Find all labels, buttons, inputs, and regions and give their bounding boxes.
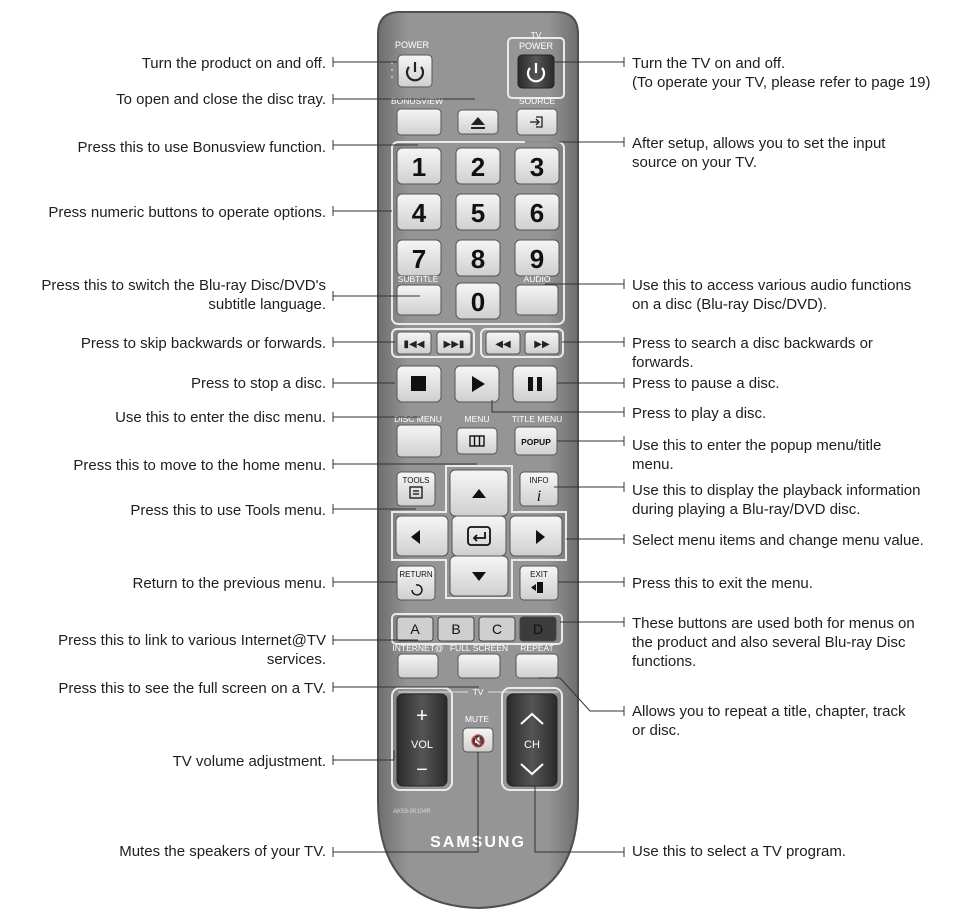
right-callout-9-line-1: Select menu items and change menu value. xyxy=(632,532,924,549)
search-forward-icon: ▶▶ xyxy=(534,339,550,350)
return-label: RETURN xyxy=(399,570,433,579)
ch-label: CH xyxy=(524,739,540,751)
color-key-c-label: C xyxy=(491,621,503,637)
source-label: SOURCE xyxy=(518,96,556,106)
right-callout-7-line-2: menu. xyxy=(632,456,674,473)
disc-menu-label: DISC MENU xyxy=(394,414,442,424)
left-callout-12-line-2: services. xyxy=(266,651,326,668)
title-menu-label: TITLE MENU xyxy=(511,414,563,424)
repeat-button[interactable] xyxy=(516,654,558,678)
right-callout-2-line-2: source on your TV. xyxy=(632,154,758,171)
enter-button[interactable] xyxy=(452,516,506,556)
right-callout-11-line-1: These buttons are used both for menus on xyxy=(632,615,915,632)
right-callout-4-line-1: Press to search a disc backwards or xyxy=(632,335,873,352)
stop-icon xyxy=(411,376,426,391)
tv-group-label: TV xyxy=(472,687,484,697)
pause-button[interactable] xyxy=(513,366,557,402)
number-3-label: 3 xyxy=(529,152,545,182)
disc-menu-button[interactable] xyxy=(397,425,441,457)
mute-label: MUTE xyxy=(464,714,490,724)
number-7-label: 7 xyxy=(411,244,427,274)
left-callout-2-line-1: To open and close the disc tray. xyxy=(116,91,326,108)
left-callout-3-line-1: Press this to use Bonusview function. xyxy=(77,139,326,156)
left-callout-15-line-1: Mutes the speakers of your TV. xyxy=(119,843,326,860)
color-key-d-label: D xyxy=(532,621,544,637)
number-2-label: 2 xyxy=(470,152,486,182)
right-callout-4-line-2: forwards. xyxy=(632,354,694,371)
right-callout-8-line-1: Use this to display the playback information xyxy=(632,482,921,499)
right-callout-3-line-1: Use this to access various audio functions xyxy=(632,277,912,294)
popup-label: POPUP xyxy=(521,437,551,447)
internet-button[interactable] xyxy=(398,654,438,678)
right-callout-2-line-1: After setup, allows you to set the input xyxy=(632,135,886,152)
left-callout-1-line-1: Turn the product on and off. xyxy=(141,55,326,72)
right-callout-10-line-1: Press this to exit the menu. xyxy=(632,575,813,592)
left-callout-13-line-1: Press this to see the full screen on a TV. xyxy=(58,680,326,697)
tv-power-label: POWER xyxy=(518,41,554,51)
skip-forward-icon: ▶▶▮ xyxy=(443,339,465,350)
right-callout-12-line-1: Allows you to repeat a title, chapter, track xyxy=(632,703,906,720)
color-key-a-label: A xyxy=(410,621,420,637)
repeat-label: REPEAT xyxy=(520,643,554,653)
bonusview-label: BONUSVIEW xyxy=(391,96,443,106)
right-callout-13-line-1: Use this to select a TV program. xyxy=(632,843,846,860)
number-4-label: 4 xyxy=(411,198,427,228)
right-callout-6-line-1: Press to play a disc. xyxy=(632,405,767,422)
left-callout-5-line-1: Press this to switch the Blu-ray Disc/DVD's xyxy=(41,277,326,294)
audio-button[interactable] xyxy=(516,285,558,315)
info-icon: i xyxy=(536,488,542,505)
right-callout-8-line-2: during playing a Blu-ray/DVD disc. xyxy=(632,501,861,518)
left-callout-11-line-1: Return to the previous menu. xyxy=(132,575,326,592)
audio-label: AUDIO xyxy=(523,274,551,284)
search-back-icon: ◀◀ xyxy=(495,339,511,350)
color-key-b-label: B xyxy=(451,621,461,637)
number-5-label: 5 xyxy=(470,198,486,228)
left-callout-10-line-1: Press this to use Tools menu. xyxy=(130,502,326,519)
subtitle-label: SUBTITLE xyxy=(397,274,439,284)
info-label: INFO xyxy=(529,476,549,485)
internet-label: INTERNET@ xyxy=(392,643,444,653)
number-8-label: 8 xyxy=(470,244,486,274)
brand-logo: SAMSUNG xyxy=(430,834,526,851)
plus-icon: + xyxy=(416,705,428,727)
right-callout-3-line-2: on a disc (Blu-ray Disc/DVD). xyxy=(632,296,828,313)
left-callout-6-line-1: Press to skip backwards or forwards. xyxy=(80,335,326,352)
right-callout-5-line-1: Press to pause a disc. xyxy=(632,375,780,392)
number-0-label: 0 xyxy=(470,287,486,317)
bonusview-button[interactable] xyxy=(397,109,441,135)
full-screen-button[interactable] xyxy=(458,654,500,678)
menu-label: MENU xyxy=(464,414,490,424)
mute-icon: 🔇 xyxy=(470,734,486,748)
right-callout-12-line-2: or disc. xyxy=(632,722,681,739)
right-callout-1-line-2: (To operate your TV, please refer to page 19) xyxy=(632,74,931,91)
number-9-label: 9 xyxy=(529,244,545,274)
right-callout-11-line-3: functions. xyxy=(632,653,697,670)
nav-left-button[interactable] xyxy=(396,516,448,556)
right-callout-1-line-1: Turn the TV on and off. xyxy=(632,55,786,72)
tv-label: TV xyxy=(530,30,542,40)
left-callout-5-line-2: subtitle language. xyxy=(208,296,326,313)
left-callout-14-line-1: TV volume adjustment. xyxy=(172,753,326,770)
left-callout-9-line-1: Press this to move to the home menu. xyxy=(73,457,326,474)
left-callout-4-line-1: Press numeric buttons to operate options. xyxy=(48,204,326,221)
subtitle-button[interactable] xyxy=(397,285,441,315)
tools-label: TOOLS xyxy=(402,476,430,485)
model-number: AK59-00104R xyxy=(393,809,431,815)
power-label: POWER xyxy=(394,40,430,50)
right-callout-7-line-1: Use this to enter the popup menu/title xyxy=(632,437,882,454)
exit-label: EXIT xyxy=(530,570,548,579)
menu-button[interactable] xyxy=(457,428,497,454)
number-6-label: 6 xyxy=(529,198,545,228)
number-1-label: 1 xyxy=(411,152,427,182)
vol-label: VOL xyxy=(410,739,434,751)
skip-back-icon: ▮◀◀ xyxy=(403,339,425,350)
minus-icon: − xyxy=(416,759,428,781)
left-callout-7-line-1: Press to stop a disc. xyxy=(190,375,326,392)
right-callout-11-line-2: the product and also several Blu-ray Disc xyxy=(632,634,906,651)
full-screen-label: FULL SCREEN xyxy=(449,643,509,653)
left-callout-12-line-1: Press this to link to various Internet@TV xyxy=(58,632,326,649)
left-callout-8-line-1: Use this to enter the disc menu. xyxy=(115,409,326,426)
